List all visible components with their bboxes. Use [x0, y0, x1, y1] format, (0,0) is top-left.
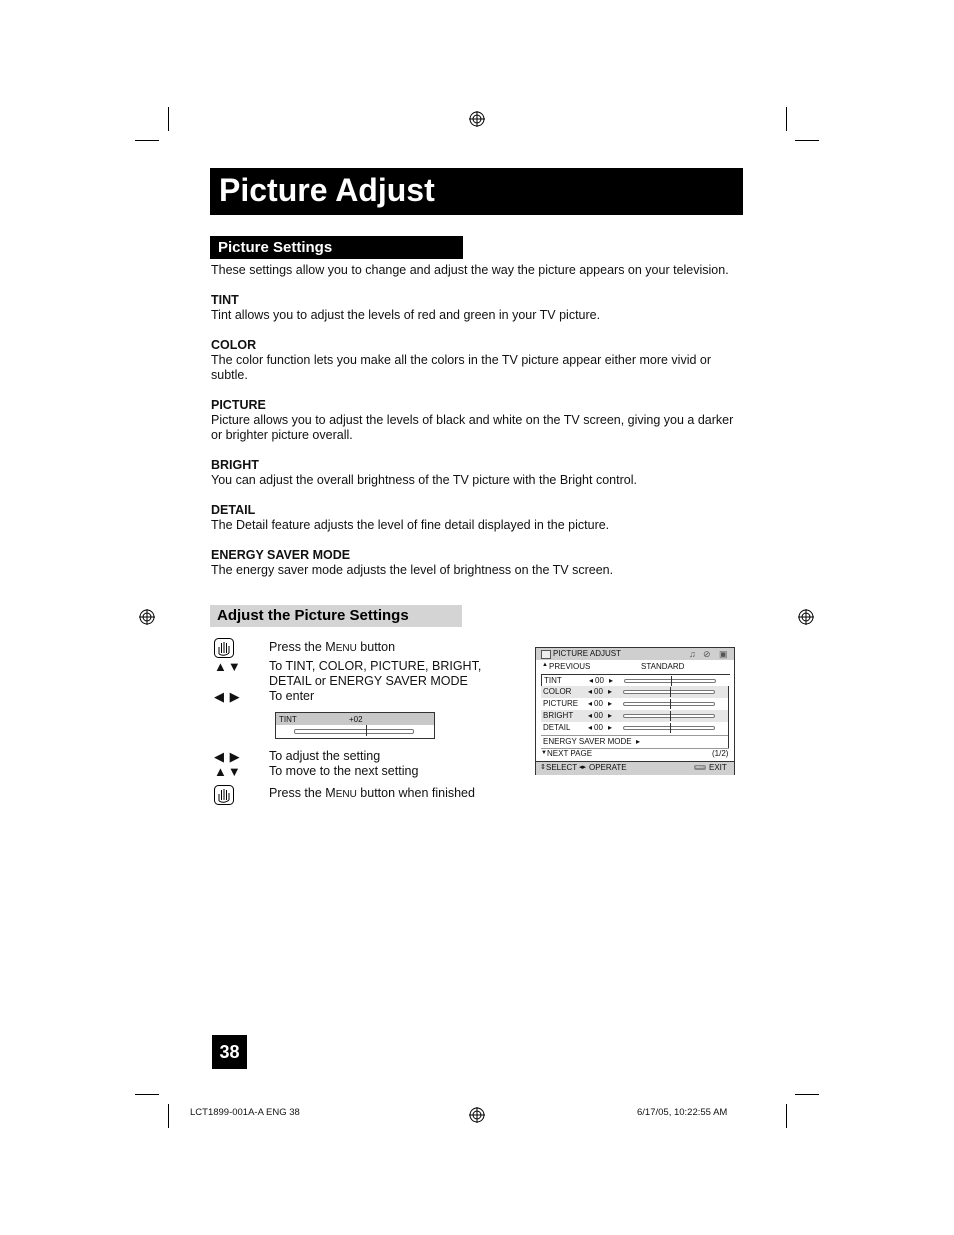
right-arrow-icon: ▸ [636, 737, 641, 746]
page-title-bar [210, 168, 743, 215]
osd-page-indicator: (1/2) [712, 749, 729, 758]
left-arrow-icon: ◂ [588, 687, 593, 696]
osd-row-detail[interactable]: DETAIL ◂ 00 ▸ [541, 722, 729, 734]
bright-description: You can adjust the overall brightness of the TV picture with the Bright control. [211, 473, 637, 487]
step-next-setting: To move to the next setting [269, 764, 419, 778]
footer-job-info: LCT1899-001A-A ENG 38 [190, 1107, 300, 1118]
setup-icon: ⊘ [703, 649, 711, 659]
registration-mark-icon [469, 1107, 485, 1123]
section-heading-bar [210, 605, 462, 627]
osd-next-page[interactable]: NEXT PAGE [547, 749, 593, 758]
registration-mark-icon [139, 609, 155, 625]
tint-heading: TINT [211, 293, 239, 307]
up-down-arrows-icon: ⇕ [540, 764, 546, 771]
left-right-arrows-icon: ◀ ▶ [214, 689, 241, 704]
detail-heading: DETAIL [211, 503, 256, 517]
osd-row-color[interactable]: COLOR ◂ 00 ▸ [541, 686, 729, 698]
osd-operate: OPERATE [589, 763, 627, 772]
tint-adjust-bar [275, 712, 435, 739]
energy-description: The energy saver mode adjusts the level of brightness on the TV screen. [211, 563, 614, 577]
down-arrow-icon: ▼ [541, 750, 547, 756]
right-arrow-icon: ▸ [608, 723, 613, 732]
step-adjust: To adjust the setting [269, 749, 381, 763]
footer-timestamp: 6/17/05, 10:22:55 AM [637, 1107, 728, 1118]
left-arrow-icon: ◂ [588, 699, 593, 708]
crop-mark [168, 1104, 169, 1128]
up-down-arrows-icon: ▲▼ [214, 659, 242, 674]
osd-select: SELECT [546, 763, 578, 772]
menu-hand-icon [212, 636, 236, 660]
section-heading: Picture Settings [218, 239, 333, 256]
registration-mark-icon [469, 111, 485, 127]
picture-heading: PICTURE [211, 398, 266, 412]
color-description: The color function lets you make all the colors in the TV picture appear either more vivid or [211, 353, 712, 367]
tv-icon: ▣ [719, 649, 728, 659]
up-arrow-icon: ▲ [542, 662, 548, 668]
crop-mark [795, 140, 819, 141]
crop-mark [135, 140, 159, 141]
left-arrow-icon: ◂ [588, 723, 593, 732]
left-arrow-icon: ◂ [588, 711, 593, 720]
page-title: Picture Adjust [219, 172, 435, 208]
osd-row-picture[interactable]: PICTURE ◂ 00 ▸ [541, 698, 729, 710]
right-arrow-icon: ▸ [609, 676, 614, 685]
color-description-cont: subtle. [211, 368, 248, 382]
section-heading: Adjust the Picture Settings [217, 607, 409, 624]
crop-mark [786, 107, 787, 131]
menu-key-icon: MENU [695, 765, 705, 769]
right-arrow-icon: ▸ [608, 711, 613, 720]
up-down-arrows-icon: ▲▼ [214, 764, 242, 779]
step-enter: To enter [269, 689, 315, 703]
picture-description: Picture allows you to adjust the levels of black and white on the TV screen, giving you a darker [211, 413, 734, 427]
osd-row-energy[interactable]: ENERGY SAVER MODE ▸ [541, 735, 729, 749]
right-arrow-icon: ▸ [608, 699, 613, 708]
picture-description-cont: or brighter picture overall. [211, 428, 353, 442]
sound-icon: ♫ [689, 649, 696, 659]
osd-row-bright[interactable]: BRIGHT ◂ 00 ▸ [541, 710, 729, 722]
tint-description: Tint allows you to adjust the levels of red and green in your TV picture. [211, 308, 601, 322]
energy-heading: ENERGY SAVER MODE [211, 548, 351, 562]
crop-mark [795, 1094, 819, 1095]
registration-mark-icon [798, 609, 814, 625]
crop-mark [135, 1094, 159, 1095]
osd-row-tint[interactable]: TINT ◂ 00 ▸ [541, 674, 730, 687]
picture-menu-icon [541, 650, 551, 659]
left-arrow-icon: ◂ [589, 676, 594, 685]
tint-slider-thumb [366, 725, 367, 736]
intro-text: These settings allow you to change and adjust the way the picture appears on your television. [211, 263, 729, 277]
step-select-setting-cont: DETAIL or ENERGY SAVER MODE [269, 674, 468, 688]
crop-mark [786, 1104, 787, 1128]
osd-previous[interactable]: PREVIOUS [549, 662, 591, 671]
page-number: 38 [212, 1035, 247, 1069]
tint-adjust-value: +02 [349, 715, 363, 724]
osd-menu [535, 647, 735, 775]
step-select-setting: To TINT, COLOR, PICTURE, BRIGHT, [269, 659, 482, 673]
right-arrow-icon: ▸ [608, 687, 613, 696]
step-press-menu: Press the MENU button [269, 640, 396, 654]
section-heading-bar [210, 236, 463, 259]
crop-mark [168, 107, 169, 131]
osd-exit: EXIT [709, 763, 727, 772]
detail-description: The Detail feature adjusts the level of fine detail displayed in the picture. [211, 518, 610, 532]
left-right-arrows-icon: ◀ ▶ [214, 749, 241, 764]
bright-heading: BRIGHT [211, 458, 259, 472]
menu-hand-icon [212, 783, 236, 807]
left-right-arrows-icon: ◂▸ [579, 764, 587, 771]
osd-title: PICTURE ADJUST [553, 649, 622, 658]
step-press-menu-finish: Press the MENU button when finished [269, 786, 475, 800]
tint-adjust-label: TINT [279, 715, 297, 724]
tint-slider [294, 729, 414, 734]
color-heading: COLOR [211, 338, 257, 352]
osd-mode: STANDARD [641, 662, 685, 671]
